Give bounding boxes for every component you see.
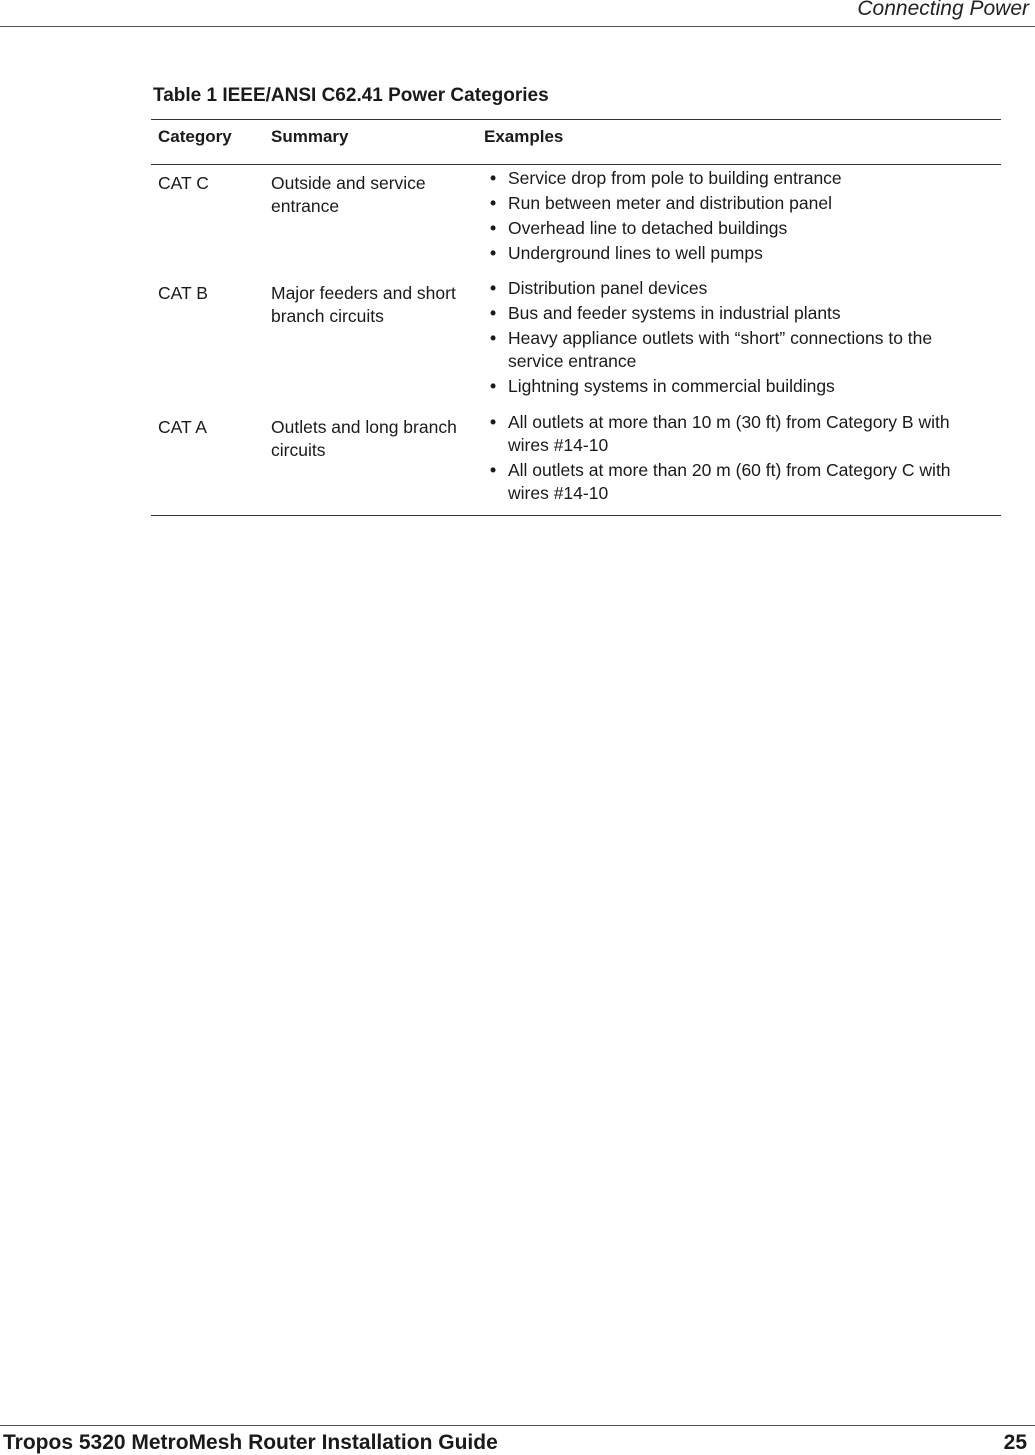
cell-examples	[477, 275, 1001, 409]
table-row	[151, 275, 1001, 409]
list-item: • Lightning systems in commercial buildings	[490, 376, 835, 396]
bullet-icon: •	[490, 303, 497, 323]
table-row	[151, 409, 1001, 515]
cell-category: CAT A	[158, 417, 207, 437]
bullet-icon: •	[490, 218, 497, 238]
bullet-icon: •	[490, 376, 497, 396]
cell-summary: Major feeders and short branch circuits	[271, 283, 456, 326]
list-item: • Service drop from pole to building entrance	[490, 168, 842, 188]
cell-category: CAT C	[158, 173, 209, 193]
bullet-icon: •	[490, 278, 497, 298]
cell-summary: Outlets and long branch circuits	[271, 417, 457, 460]
bullet-icon: •	[490, 412, 497, 432]
list-item: • Overhead line to detached buildings	[490, 218, 788, 238]
table-caption: Table 1 IEEE/ANSI C62.41 Power Categories	[153, 85, 549, 106]
bullet-icon: •	[490, 193, 497, 213]
footer-document-title: Tropos 5320 MetroMesh Router Installation Guide	[3, 1431, 498, 1454]
list-item: • All outlets at more than 10 m (30 ft) from Category B with wires #14-10	[490, 412, 950, 455]
list-item: • Distribution panel devices	[490, 278, 708, 298]
list-item: • Heavy appliance outlets with “short” connections to the service entrance	[490, 328, 933, 371]
running-header-title: Connecting Power	[857, 0, 1029, 20]
column-header-category: Category	[158, 127, 232, 146]
header-divider	[0, 26, 1035, 27]
list-item: • Run between meter and distribution panel	[490, 193, 832, 213]
cell-summary: Outside and service entrance	[271, 173, 426, 216]
cell-category: CAT B	[158, 283, 208, 303]
bullet-icon: •	[490, 243, 497, 263]
table-header-row	[151, 120, 1001, 165]
column-header-examples: Examples	[484, 127, 564, 146]
bullet-icon: •	[490, 168, 497, 188]
power-categories-table	[151, 119, 1001, 516]
bullet-icon: •	[490, 460, 497, 480]
column-header-summary: Summary	[271, 127, 349, 146]
cell-examples	[477, 409, 1001, 515]
list-item: • Bus and feeder systems in industrial plants	[490, 303, 841, 323]
list-item: • Underground lines to well pumps	[490, 243, 763, 263]
bullet-icon: •	[490, 328, 497, 348]
footer-divider	[0, 1425, 1035, 1426]
cell-examples	[477, 165, 1001, 275]
list-item: • All outlets at more than 20 m (60 ft) from Category C with wires #14-10	[490, 460, 951, 503]
page-number: 25	[1003, 1431, 1027, 1454]
table-row	[151, 165, 1001, 275]
